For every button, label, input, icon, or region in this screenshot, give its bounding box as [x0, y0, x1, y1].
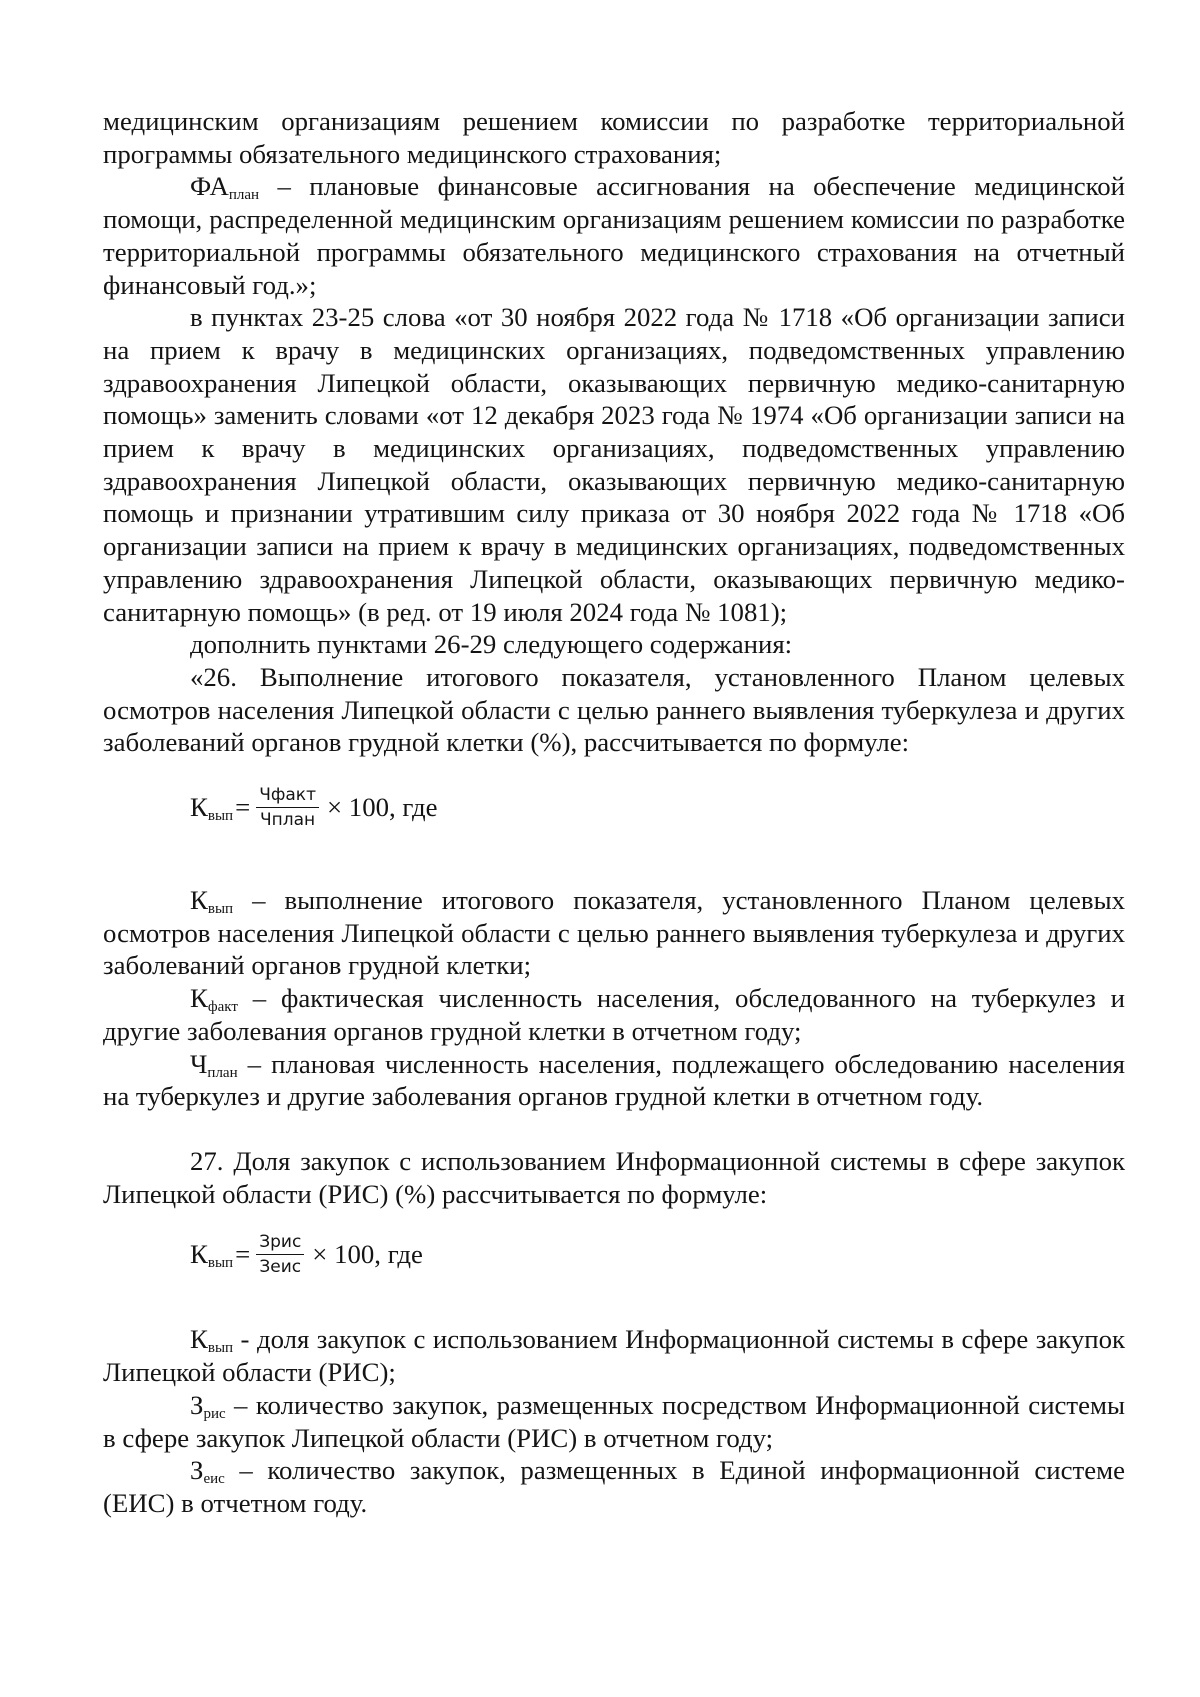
paragraph-points-23-25: в пунктах 23-25 слова «от 30 ноября 2022 года № 1718 «Об организации записи на прием к врачу в медицинских организациях, подведомственных управлению здравоохранения Липецкой области, оказывающих первичную медико-санитарную помощь» заменить словами «от 12 декабря 2023 года № 1974 «Об организации записи на прием к врачу в медицинских организациях, подведомственных управлению здравоохранения Липецкой области, оказывающих первичную медико-санитарную помощь и признании утратившим силу приказа от 30 ноября 2022 года № 1718 «Об организации записи на прием к врачу в медицинских организациях, подведомственных управлению здравоохранения Липецкой области, оказывающих первичную медико-санитарную помощь» (в ред. от 19 июля 2024 года № 1081); [103, 302, 1125, 627]
definition-fa-plan [103, 170, 1125, 301]
document-body [103, 105, 1125, 1520]
definition-k-vyp [103, 884, 1125, 982]
definition-z-ris [103, 1389, 1125, 1454]
symbol: К [190, 885, 208, 916]
paragraph-supplement: дополнить пунктами 26-29 следующего содержания: [190, 629, 793, 660]
definition-text: – плановые финансовые ассигнования на обеспечение медицинской помощи, распределенной медицинским организациям решением комиссии по разработке территориальной программы обязательного медицинского страхования на отчетный финансовый год.»; [103, 171, 1125, 300]
definition-k-vyp-2 [103, 1323, 1125, 1388]
formula-26 [103, 759, 1125, 855]
formula-equals: = [235, 1239, 251, 1270]
formula-lhs-subscript: вып [207, 807, 234, 824]
symbol-subscript: вып [207, 1340, 234, 1357]
formula-lhs [190, 791, 233, 824]
symbol: К [190, 983, 208, 1014]
definition-text: – количество закупок, размещенных посредством Информационной системы в сфере закупок Липецкой области (РИС) в отчетном году; [103, 1389, 1125, 1453]
definition-text: – плановая численность населения, подлежащего обследованию населения на туберкулез и другие заболевания органов грудной клетки в отчетном году. [103, 1048, 1125, 1112]
definition-text: – выполнение итогового показателя, установленного Планом целевых осмотров населения Липецкой области с целью раннего выявления туберкулеза и других заболеваний органов грудной клетки; [103, 885, 1125, 981]
formula-denominator: Зеис [259, 1256, 302, 1277]
symbol-subscript: вып [207, 901, 234, 918]
definition-ch-plan [103, 1048, 1125, 1113]
symbol-subscript: план [228, 187, 260, 204]
symbol-subscript: рис [203, 1405, 226, 1422]
symbol-subscript: план [207, 1064, 238, 1081]
formula-lhs-symbol: К [190, 1239, 208, 1270]
symbol: Ч [190, 1048, 208, 1079]
definition-text: – количество закупок, размещенных в Единой информационной системе (ЕИС) в отчетном году. [103, 1455, 1125, 1518]
formula-tail: × 100, где [326, 791, 438, 822]
paragraph-item-26: «26. Выполнение итогового показателя, установленного Планом целевых осмотров населения Липецкой области с целью раннего выявления туберкулеза и других заболеваний органов грудной клетки (%), рассчитывается по формуле: [103, 661, 1125, 758]
formula-tail: × 100, где [312, 1239, 423, 1270]
definition-text: – фактическая численность населения, обследованного на туберкулез и другие заболевания органов грудной клетки в отчетном году; [103, 983, 1125, 1046]
paragraph-item-27: 27. Доля закупок с использованием Информационной системы в сфере закупок Липецкой области (РИС) (%) рассчитывается по формуле: [103, 1145, 1125, 1209]
definition-text: - доля закупок с использованием Информационной системы в сфере закупок Липецкой области (РИС); [103, 1324, 1125, 1388]
formula-fraction [256, 1230, 304, 1279]
formula-27 [103, 1210, 1125, 1298]
definition-k-fakt [103, 982, 1125, 1047]
formula-lhs-subscript: вып [207, 1255, 234, 1272]
formula-lhs [190, 1238, 233, 1271]
symbol: К [190, 1324, 208, 1355]
paragraph-continuation: медицинским организациям решением комиссии по разработке территориальной программы обязательного медицинского страхования; [103, 106, 1125, 169]
formula-equals: = [235, 791, 251, 822]
symbol-subscript: еис [203, 1471, 225, 1488]
symbol: З [190, 1455, 204, 1486]
formula-numerator: Чфакт [256, 783, 319, 808]
symbol: З [190, 1389, 204, 1420]
symbol: ФА [190, 171, 229, 202]
definition-z-eis [103, 1454, 1125, 1519]
formula-fraction [256, 783, 319, 832]
formula-numerator: Зрис [256, 1230, 304, 1255]
formula-lhs-symbol: К [190, 791, 208, 822]
symbol-subscript: факт [207, 999, 238, 1016]
formula-denominator: Чплан [260, 809, 316, 830]
